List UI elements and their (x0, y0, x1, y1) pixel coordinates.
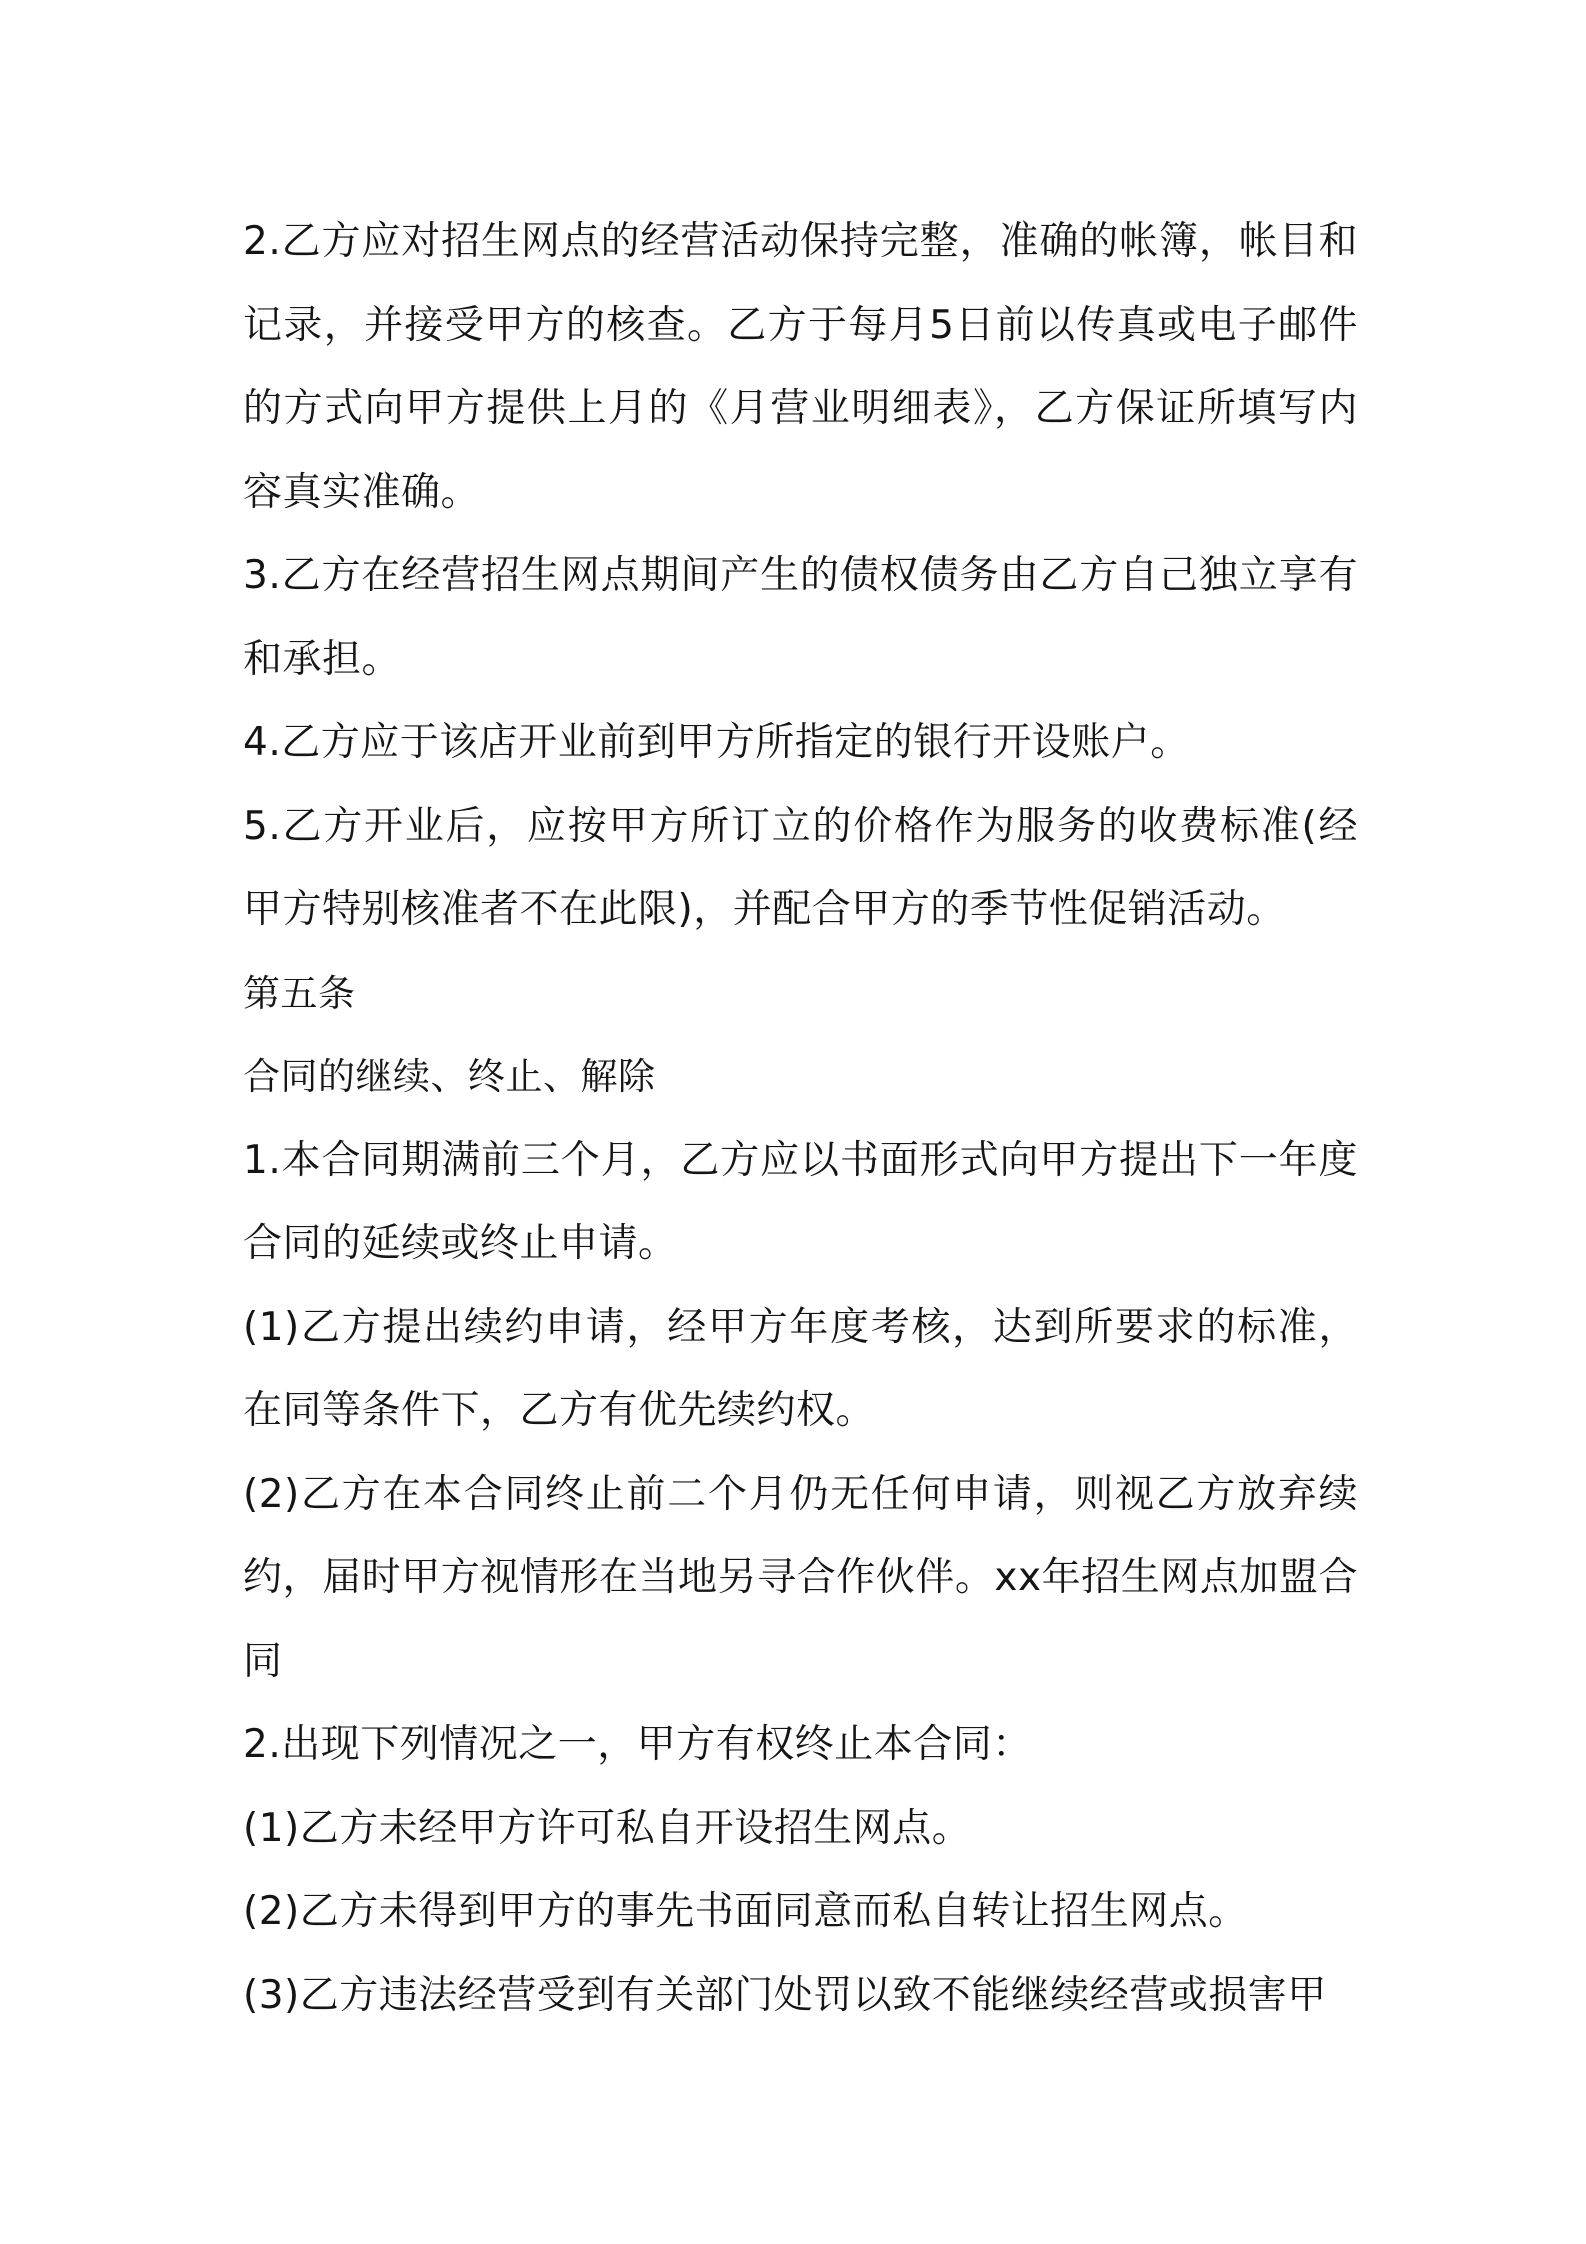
paragraph-termination-2: 2.出现下列情况之一，甲方有权终止本合同： (243, 1722, 1032, 1767)
document-body (243, 200, 1358, 2037)
paragraph-termination-2-sub-3: (3)乙方违法经营受到有关部门处罚以致不能继续经营或损害甲 (243, 1972, 1327, 2018)
paragraph-clause-4: 4.乙方应于该店开业前到甲方所指定的银行开设账户。 (243, 720, 1190, 765)
paragraph-termination-2-sub-2: (2)乙方未得到甲方的事先书面同意而私自转让招生网点。 (243, 1889, 1248, 1934)
paragraph-renewal-1-sub-2: (2)乙方在本合同终止前二个月仍无任何申请，则视乙方放弃续约，届时甲方视情形在当地另寻合作伙伴。xx年招生网点加盟合同 (243, 1471, 1358, 1684)
article-title-heading: 合同的继续、终止、解除 (243, 1055, 656, 1098)
article-number-heading: 第五条 (243, 971, 356, 1015)
paragraph-renewal-1-sub-1: (1)乙方提出续约申请，经甲方年度考核，达到所要求的标准，在同等条件下，乙方有优先续约权。 (243, 1304, 1358, 1433)
paragraph-clause-5: 5.乙方开业后，应按甲方所订立的价格作为服务的收费标准(经甲方特别核准者不在此限)，并配合甲方的季节性促销活动。 (243, 803, 1358, 932)
paragraph-renewal-1: 1.本合同期满前三个月，乙方应以书面形式向甲方提出下一年度合同的延续或终止申请。 (243, 1137, 1358, 1266)
paragraph-clause-2: 2.乙方应对招生网点的经营活动保持完整，准确的帐簿，帐目和记录，并接受甲方的核查。乙方于每月5日前以传真或电子邮件的方式向甲方提供上月的《月营业明细表》，乙方保证所填写内容真实准确。 (243, 219, 1358, 515)
paragraph-clause-3: 3.乙方在经营招生网点期间产生的债权债务由乙方自己独立享有和承担。 (243, 553, 1358, 682)
paragraph-termination-2-sub-1: (1)乙方未经甲方许可私自开设招生网点。 (243, 1805, 972, 1851)
